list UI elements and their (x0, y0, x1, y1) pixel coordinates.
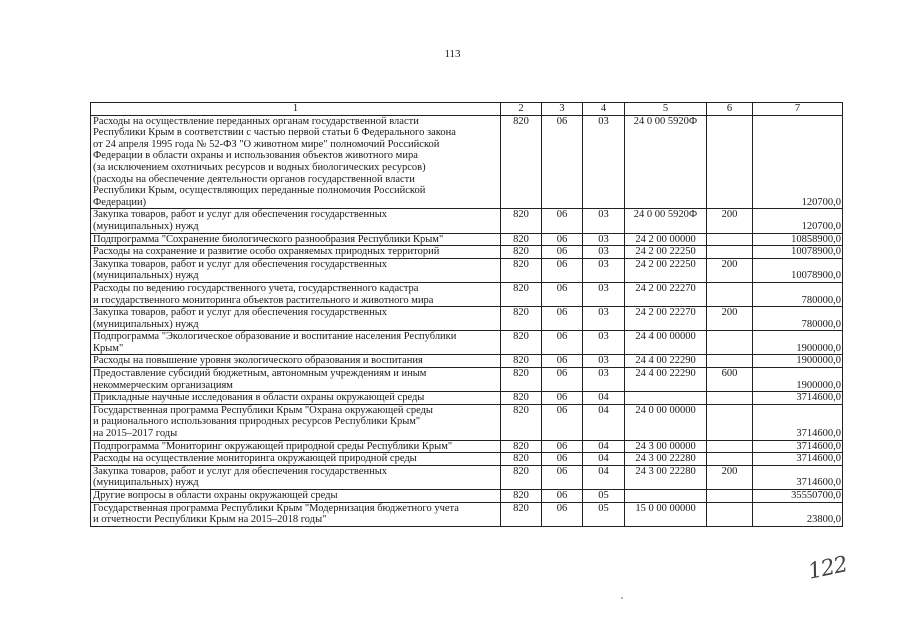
target-article-cell: 24 3 00 22280 (625, 453, 707, 466)
expense-type-cell (707, 453, 753, 466)
table-row (91, 465, 843, 489)
amount-cell: 780000,0 (753, 282, 843, 306)
expense-type-cell: 600 (707, 368, 753, 392)
scan-speck (621, 597, 623, 599)
expense-type-cell (707, 490, 753, 503)
subsection-code-cell: 03 (583, 307, 625, 331)
expense-name-line: Прикладные научные исследования в области охраны окружающей среды (93, 392, 425, 404)
section-code-cell: 06 (542, 258, 583, 282)
table-row (91, 258, 843, 282)
section-code-cell: 06 (542, 233, 583, 246)
ministry-code-cell: 820 (501, 209, 542, 233)
expense-type-cell: 200 (707, 258, 753, 282)
expense-name-cell (91, 115, 501, 209)
section-code-cell: 06 (542, 453, 583, 466)
expense-type-cell (707, 355, 753, 368)
expense-name-line: Другие вопросы в области охраны окружающей среды (93, 490, 338, 501)
amount-cell: 10858900,0 (753, 233, 843, 246)
expense-type-cell (707, 404, 753, 440)
amount-cell: 3714600,0 (753, 440, 843, 453)
table-row (91, 233, 843, 246)
ministry-code-cell: 820 (501, 115, 542, 209)
subsection-code-cell: 05 (583, 502, 625, 526)
amount-cell: 10078900,0 (753, 246, 843, 259)
expense-name-line: Расходы на осуществление мониторинга окружающей природной среды (93, 453, 417, 465)
ministry-code-cell: 820 (501, 282, 542, 306)
amount-cell: 1900000,0 (753, 355, 843, 368)
expense-name-line: Предоставление субсидий бюджетным, автономным учреждениям и иным (93, 368, 427, 380)
expense-name-line: на 2015–2017 годы (93, 428, 178, 440)
expense-type-cell (707, 115, 753, 209)
ministry-code-cell: 820 (501, 465, 542, 489)
expense-name-line: (муниципальных) нужд (93, 477, 199, 489)
expense-name-line: Закупка товаров, работ и услуг для обеспечения государственных (93, 258, 388, 270)
expense-name-cell (91, 368, 501, 392)
target-article-cell: 24 2 00 22250 (625, 258, 707, 282)
ministry-code-cell: 820 (501, 233, 542, 246)
table-row (91, 307, 843, 331)
expense-name-cell (91, 490, 501, 503)
table-row (91, 331, 843, 355)
ministry-code-cell: 820 (501, 258, 542, 282)
ministry-code-cell: 820 (501, 490, 542, 503)
amount-cell: 35550700,0 (753, 490, 843, 503)
expense-name-line: (муниципальных) нужд (93, 220, 199, 232)
subsection-code-cell: 04 (583, 453, 625, 466)
expense-name-line: Расходы на сохранение и развитие особо охраняемых природных территорий (93, 246, 440, 258)
expense-name-cell (91, 404, 501, 440)
ministry-code-cell: 820 (501, 355, 542, 368)
section-code-cell: 06 (542, 465, 583, 489)
expense-name-line: Крым" (93, 342, 124, 354)
section-code-cell: 06 (542, 502, 583, 526)
amount-cell: 3714600,0 (753, 392, 843, 405)
section-code-cell: 06 (542, 209, 583, 233)
target-article-cell: 15 0 00 00000 (625, 502, 707, 526)
expense-name-cell (91, 209, 501, 233)
expense-name-line: Государственная программа Республики Крым "Модернизация бюджетного учета (93, 502, 459, 514)
table-row (91, 490, 843, 503)
expense-name-cell (91, 258, 501, 282)
ministry-code-cell: 820 (501, 331, 542, 355)
table-row (91, 282, 843, 306)
table-row (91, 209, 843, 233)
target-article-cell: 24 2 00 00000 (625, 233, 707, 246)
expense-type-cell: 200 (707, 307, 753, 331)
subsection-code-cell: 03 (583, 246, 625, 259)
expense-name-cell (91, 440, 501, 453)
expense-name-line: от 24 апреля 1995 года № 52-ФЗ "О животном мире" полномочий Российской (93, 138, 440, 150)
header-cell: 3 (542, 103, 583, 116)
expense-name-cell (91, 502, 501, 526)
expense-type-cell (707, 246, 753, 259)
expense-type-cell (707, 440, 753, 453)
amount-cell: 3714600,0 (753, 465, 843, 489)
subsection-code-cell: 04 (583, 465, 625, 489)
expense-name-line: Закупка товаров, работ и услуг для обеспечения государственных (93, 307, 388, 319)
expense-type-cell (707, 282, 753, 306)
expense-name-cell (91, 233, 501, 246)
expense-name-line: Расходы на осуществление переданных органам государственной власти (93, 115, 419, 127)
target-article-cell: 24 0 00 5920Ф (625, 115, 707, 209)
subsection-code-cell: 04 (583, 440, 625, 453)
subsection-code-cell: 03 (583, 233, 625, 246)
subsection-code-cell: 03 (583, 368, 625, 392)
target-article-cell: 24 2 00 22270 (625, 282, 707, 306)
expense-name-line: Подпрограмма "Мониторинг окружающей природной среды Республики Крым" (93, 440, 453, 452)
amount-cell: 120700,0 (753, 115, 843, 209)
handwritten-page-number: 122 (805, 552, 850, 585)
expense-name-cell (91, 465, 501, 489)
table-row (91, 246, 843, 259)
ministry-code-cell: 820 (501, 453, 542, 466)
amount-cell: 120700,0 (753, 209, 843, 233)
section-code-cell: 06 (542, 490, 583, 503)
subsection-code-cell: 03 (583, 115, 625, 209)
expense-name-line: Республики Крым, осуществляющих переданные полномочия Российской (93, 185, 426, 197)
expense-name-line: Республики Крым в соответствии с частью первой статьи 6 Федерального закона (93, 127, 456, 139)
expense-type-cell (707, 392, 753, 405)
ministry-code-cell: 820 (501, 368, 542, 392)
expense-name-line: (расходы на обеспечение деятельности органов государственной власти (93, 173, 415, 185)
header-row (91, 103, 843, 116)
table-row (91, 115, 843, 209)
amount-cell: 1900000,0 (753, 368, 843, 392)
header-cell: 7 (753, 103, 843, 116)
subsection-code-cell: 03 (583, 209, 625, 233)
target-article-cell: 24 0 00 00000 (625, 404, 707, 440)
expense-name-line: Подпрограмма "Сохранение биологического разнообразия Республики Крым" (93, 233, 444, 245)
target-article-cell: 24 4 00 00000 (625, 331, 707, 355)
target-article-cell: 24 3 00 00000 (625, 440, 707, 453)
expense-name-cell (91, 355, 501, 368)
header-cell: 4 (583, 103, 625, 116)
ministry-code-cell: 820 (501, 440, 542, 453)
ministry-code-cell: 820 (501, 307, 542, 331)
page-number: 113 (444, 48, 461, 60)
expense-name-cell (91, 307, 501, 331)
amount-cell: 10078900,0 (753, 258, 843, 282)
subsection-code-cell: 04 (583, 392, 625, 405)
amount-cell: 23800,0 (753, 502, 843, 526)
expense-name-line: Расходы по ведению государственного учета, государственного кадастра (93, 282, 419, 294)
target-article-cell: 24 0 00 5920Ф (625, 209, 707, 233)
expense-type-cell (707, 502, 753, 526)
subsection-code-cell: 03 (583, 258, 625, 282)
amount-cell: 3714600,0 (753, 404, 843, 440)
amount-cell: 780000,0 (753, 307, 843, 331)
expense-name-line: Закупка товаров, работ и услуг для обеспечения государственных (93, 209, 388, 221)
expense-name-line: Государственная программа Республики Крым "Охрана окружающей среды (93, 404, 433, 416)
expense-name-line: (за исключением охотничьих ресурсов и водных биологических ресурсов) (93, 161, 426, 173)
subsection-code-cell: 05 (583, 490, 625, 503)
target-article-cell (625, 490, 707, 503)
expense-type-cell: 200 (707, 465, 753, 489)
expense-name-cell (91, 282, 501, 306)
expense-name-line: и государственного мониторинга объектов растительного и животного мира (93, 294, 434, 306)
table-row (91, 392, 843, 405)
expense-name-line: Подпрограмма "Экологическое образование и воспитание населения Республики (93, 331, 457, 343)
ministry-code-cell: 820 (501, 502, 542, 526)
header-cell: 5 (625, 103, 707, 116)
ministry-code-cell: 820 (501, 404, 542, 440)
target-article-cell: 24 4 00 22290 (625, 355, 707, 368)
subsection-code-cell: 03 (583, 355, 625, 368)
table-row (91, 502, 843, 526)
subsection-code-cell: 03 (583, 331, 625, 355)
table-row (91, 368, 843, 392)
expense-name-line: Федерации) (93, 196, 147, 208)
expense-name-cell (91, 453, 501, 466)
section-code-cell: 06 (542, 355, 583, 368)
expense-name-line: (муниципальных) нужд (93, 270, 199, 282)
ministry-code-cell: 820 (501, 246, 542, 259)
expense-name-cell (91, 392, 501, 405)
section-code-cell: 06 (542, 115, 583, 209)
amount-cell: 3714600,0 (753, 453, 843, 466)
target-article-cell: 24 2 00 22250 (625, 246, 707, 259)
subsection-code-cell: 03 (583, 282, 625, 306)
table-row (91, 453, 843, 466)
expense-name-line: Закупка товаров, работ и услуг для обеспечения государственных (93, 465, 388, 477)
expense-name-cell (91, 246, 501, 259)
expense-type-cell: 200 (707, 209, 753, 233)
expense-name-cell (91, 331, 501, 355)
section-code-cell: 06 (542, 307, 583, 331)
target-article-cell: 24 4 00 22290 (625, 368, 707, 392)
section-code-cell: 06 (542, 440, 583, 453)
expense-type-cell (707, 331, 753, 355)
header-cell: 6 (707, 103, 753, 116)
expense-name-line: некоммерческим организациям (93, 379, 233, 391)
header-cell: 2 (501, 103, 542, 116)
expense-name-line: (муниципальных) нужд (93, 318, 199, 330)
budget-table (90, 102, 843, 527)
expense-name-line: и отчетности Республики Крым на 2015–2018 годы" (93, 514, 327, 526)
header-cell: 1 (91, 103, 501, 116)
section-code-cell: 06 (542, 368, 583, 392)
table-row (91, 404, 843, 440)
expense-name-line: и рационального использования природных ресурсов Республики Крым" (93, 416, 421, 428)
section-code-cell: 06 (542, 246, 583, 259)
expense-name-line: Федерации в области охраны и использования объектов животного мира (93, 150, 418, 162)
ministry-code-cell: 820 (501, 392, 542, 405)
target-article-cell: 24 2 00 22270 (625, 307, 707, 331)
table-row (91, 440, 843, 453)
section-code-cell: 06 (542, 404, 583, 440)
amount-cell: 1900000,0 (753, 331, 843, 355)
expense-type-cell (707, 233, 753, 246)
section-code-cell: 06 (542, 331, 583, 355)
target-article-cell (625, 392, 707, 405)
target-article-cell: 24 3 00 22280 (625, 465, 707, 489)
section-code-cell: 06 (542, 282, 583, 306)
subsection-code-cell: 04 (583, 404, 625, 440)
table-row (91, 355, 843, 368)
expense-name-line: Расходы на повышение уровня экологического образования и воспитания (93, 355, 423, 367)
section-code-cell: 06 (542, 392, 583, 405)
